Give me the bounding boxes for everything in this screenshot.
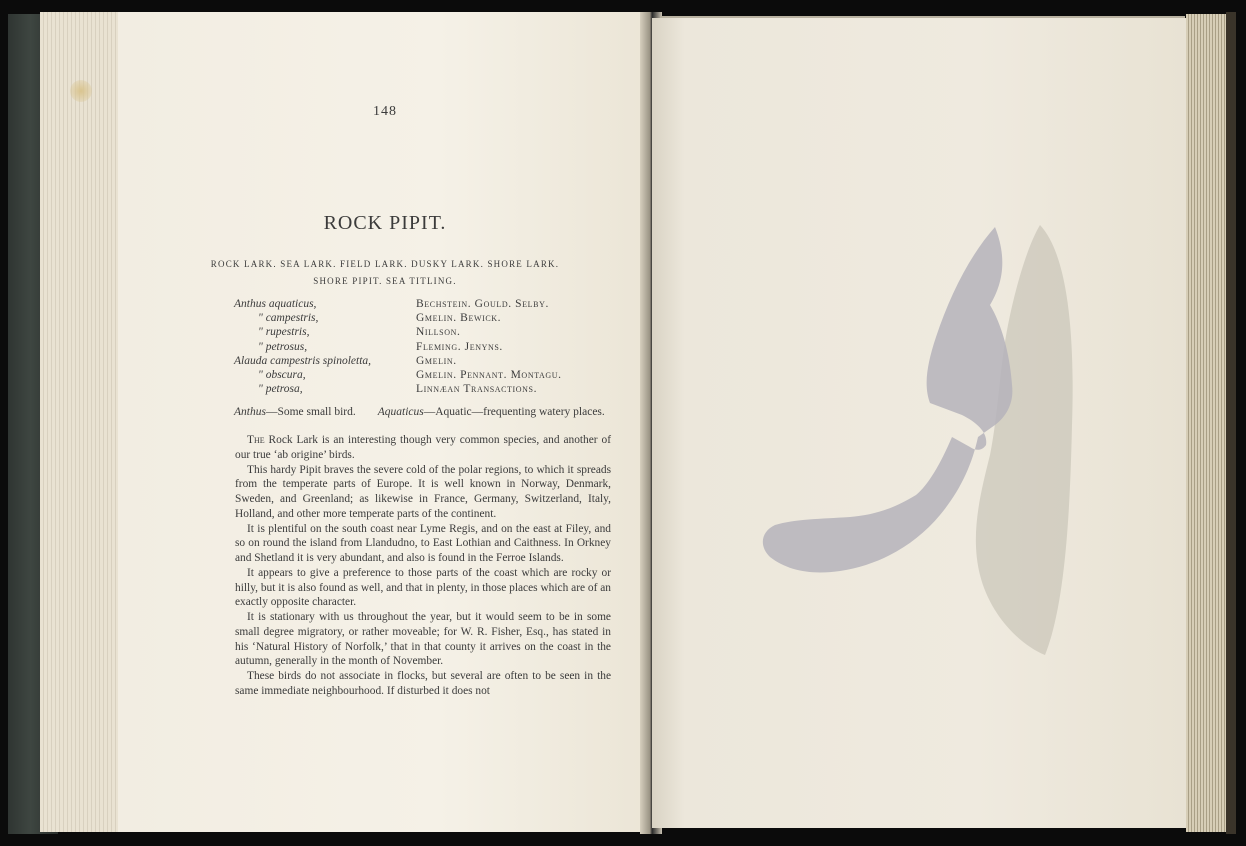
- page-title: ROCK PIPIT.: [323, 212, 447, 234]
- etymology-term: Anthus: [234, 406, 266, 418]
- synonym-authors: Gmelin. Bewick.: [416, 312, 502, 325]
- synonym-latin: " obscura,: [258, 368, 306, 381]
- synonym-authors: Gmelin. Pennant. Montagu.: [416, 368, 562, 381]
- synonym-row: [234, 312, 614, 326]
- synonym-latin: " campestris,: [258, 312, 319, 325]
- synonym-authors: Gmelin.: [416, 354, 457, 367]
- bird-body-icon: [763, 227, 1013, 572]
- synonym-row: [234, 298, 614, 312]
- paper-stain: [70, 80, 92, 102]
- synonym-latin: Anthus aquaticus,: [234, 298, 317, 310]
- synonym-latin: Alauda campestris spinoletta,: [234, 354, 372, 367]
- drop-lead-word: The: [247, 434, 265, 446]
- synonym-list: [234, 298, 614, 397]
- etymology-line: [234, 406, 610, 418]
- synonym-row: [234, 326, 614, 340]
- paragraph: It is stationary with us throughout the year, but it would seem to be in some small degree migratory, or rather moveable; for W. R. Fisher, Esq., has stated in his ‘Natural History of Norfolk,’ that in that county it arrives on the coast in the autumn, generally in the month of November.: [235, 611, 611, 668]
- synonym-latin: " petrosa,: [258, 383, 303, 396]
- synonym-authors: Linnæan Transactions.: [416, 383, 538, 396]
- etymology-term: Aquaticus: [377, 406, 424, 418]
- synonym-authors: Fleming. Jenyns.: [416, 340, 503, 353]
- common-names-line-1: ROCK LARK. SEA LARK. FIELD LARK. DUSKY LARK. SHORE LARK.: [210, 259, 560, 269]
- page-number: 148: [373, 104, 397, 119]
- paragraph-text: Rock Lark is an interesting though very common species, and another of our true ‘ab origine’ birds.: [235, 434, 611, 461]
- synonym-authors: Bechstein. Gould. Selby.: [416, 298, 549, 310]
- book-cover-edge-right: [1226, 12, 1236, 834]
- synonym-row: [234, 383, 614, 397]
- paragraph: [235, 433, 611, 463]
- synonym-latin: " rupestris,: [258, 326, 310, 339]
- synonym-row: [234, 341, 614, 355]
- paragraph: It is plentiful on the south coast near Lyme Regis, and on the east at Filey, and so on round the island from Llandudno, to East Lothian and Caithness. In Orkney and Shetland it is very abundant, and also is found in the Ferroe Islands.: [235, 522, 611, 564]
- paragraph: It appears to give a preference to those parts of the coast which are rocky or hilly, but it is also found as well, and that in plenty, in those places which are of an exactly opposite character.: [235, 566, 611, 609]
- page-edges-left: [40, 12, 130, 832]
- synonym-row: [234, 369, 614, 383]
- etymology-definition: —Aquatic—frequenting watery places.: [423, 406, 605, 418]
- synonym-latin: " petrosus,: [258, 340, 308, 353]
- common-names: [118, 256, 652, 290]
- paragraph: These birds do not associate in flocks, but several are often to be seen in the same immediate neighbourhood. If disturbed it does not: [235, 670, 611, 697]
- body-text: [235, 433, 611, 699]
- synonym-row: [234, 355, 614, 369]
- paragraph: This hardy Pipit braves the severe cold of the polar regions, to which it spreads from the temperate parts of Europe. It is well known in Norway, Denmark, Sweden, and Greenland; as likewise in France, Germany, Switzerland, Italy, Holland, and other more temperate parts of the continent.: [235, 463, 611, 520]
- common-names-line-2: SHORE PIPIT. SEA TITLING.: [313, 276, 457, 286]
- left-page: [118, 12, 652, 832]
- synonym-authors: Nillson.: [416, 326, 461, 339]
- bird-silhouette-icon: [740, 215, 1090, 665]
- etymology-definition: —Some small bird.: [265, 406, 356, 418]
